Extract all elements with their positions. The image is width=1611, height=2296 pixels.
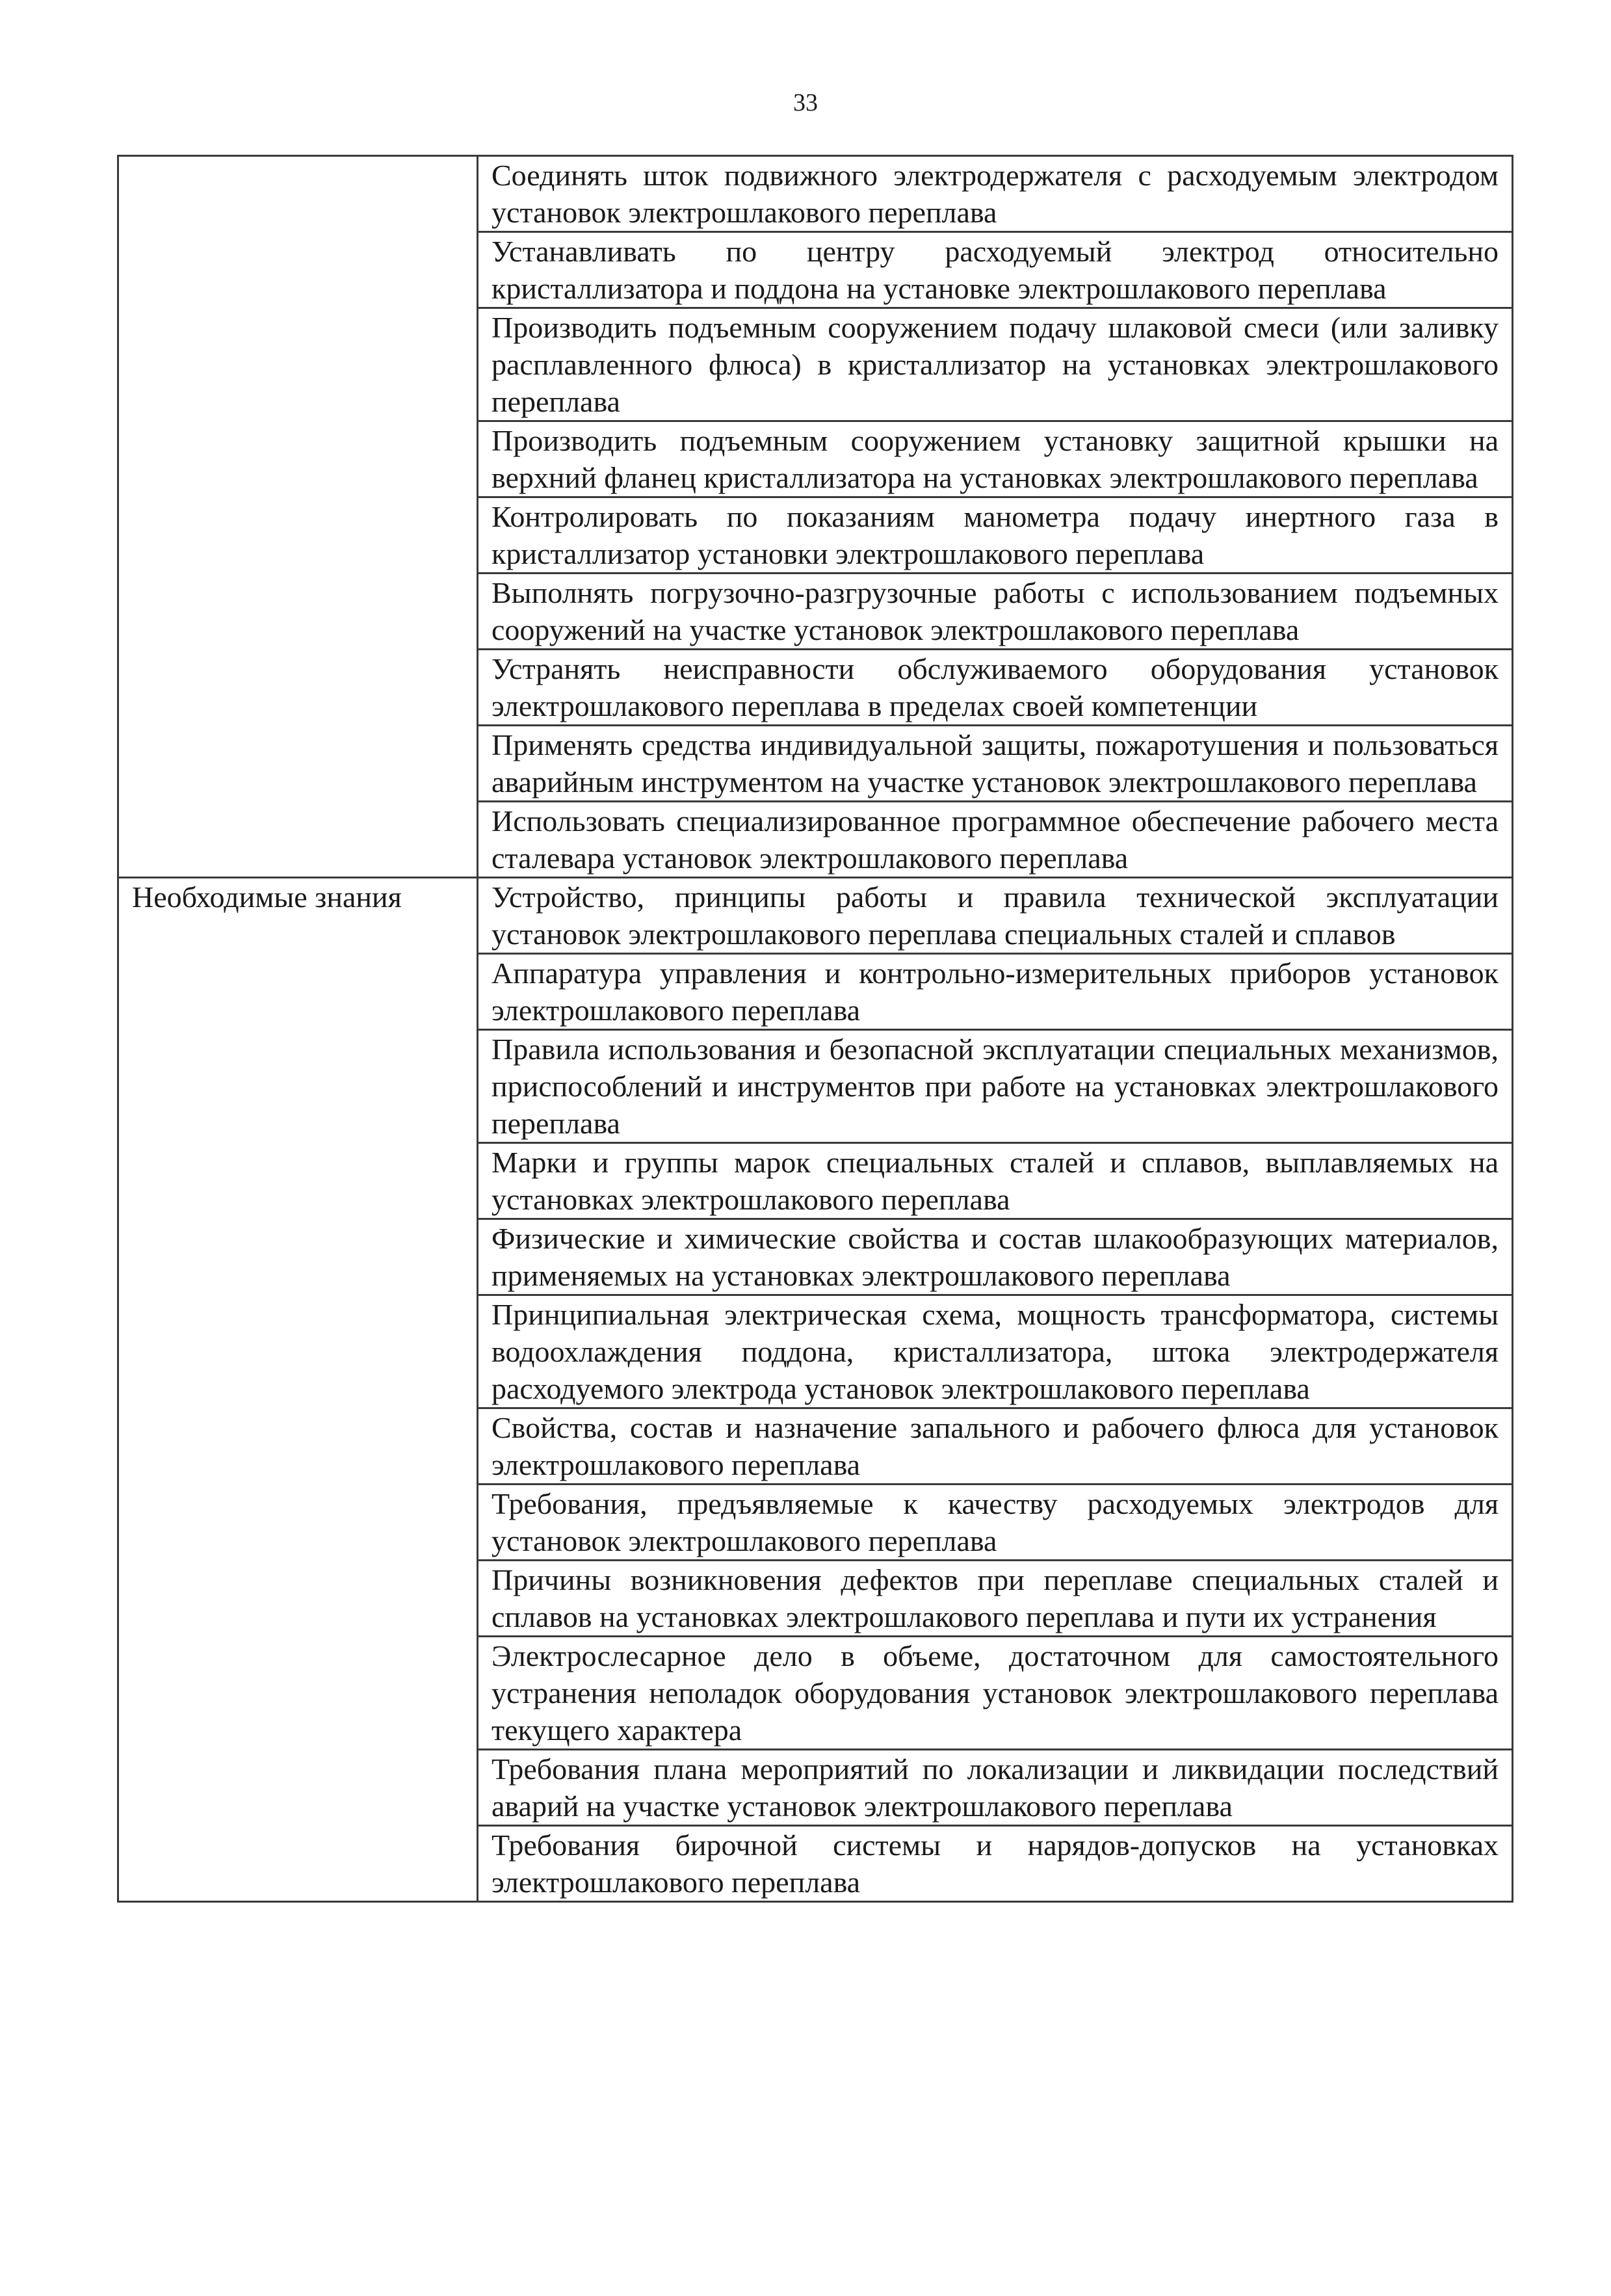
table-cell-text: Использовать специализированное программное обеспечение рабочего места сталевара установок электрошлакового переплава — [478, 802, 1513, 878]
table-cell-text: Соединять шток подвижного электродержателя с расходуемым электродом установок электрошлакового переплава — [478, 156, 1513, 232]
table-row — [118, 156, 1513, 232]
table-cell-text: Аппаратура управления и контрольно-измерительных приборов установок электрошлакового переплава — [478, 954, 1513, 1030]
table-cell-text: Свойства, состав и назначение запального и рабочего флюса для установок электрошлакового переплава — [478, 1408, 1513, 1484]
table-cell-text: Требования плана мероприятий по локализации и ликвидации последствий аварий на участке установок электрошлакового переплава — [478, 1750, 1513, 1826]
table-cell-text: Электрослесарное дело в объеме, достаточном для самостоятельного устранения неполадок оборудования установок электрошлакового переплава текущего характера — [478, 1637, 1513, 1750]
table-cell-text: Физические и химические свойства и состав шлакообразующих материалов, применяемых на установках электрошлакового переплава — [478, 1219, 1513, 1295]
table-cell-text: Устанавливать по центру расходуемый электрод относительно кристаллизатора и поддона на установке электрошлакового переплава — [478, 232, 1513, 308]
table-cell-text: Применять средства индивидуальной защиты, пожаротушения и пользоваться аварийным инструментом на участке установок электрошлакового переплава — [478, 726, 1513, 802]
page-number: 33 — [793, 89, 818, 116]
table-cell-text: Правила использования и безопасной эксплуатации специальных механизмов, приспособлений и инструментов при работе на установках электрошлакового переплава — [478, 1030, 1513, 1143]
table-cell-text: Марки и группы марок специальных сталей и сплавов, выплавляемых на установках электрошлакового переплава — [478, 1143, 1513, 1219]
table-cell-text: Производить подъемным сооружением подачу шлаковой смеси (или заливку расплавленного флюса) в кристаллизатор на установках электрошлакового переплава — [478, 308, 1513, 421]
table-cell-text: Выполнять погрузочно-разгрузочные работы с использованием подъемных сооружений на участке установок электрошлакового переплава — [478, 574, 1513, 650]
table-cell-text: Требования, предъявляемые к качеству расходуемых электродов для установок электрошлакового переплава — [478, 1484, 1513, 1561]
table-cell-text: Требования бирочной системы и нарядов-допусков на установках электрошлакового переплава — [478, 1826, 1513, 1902]
requirements-table — [117, 155, 1513, 1903]
table-cell-text: Устройство, принципы работы и правила технической эксплуатации установок электрошлакового переплава специальных сталей и сплавов — [478, 878, 1513, 954]
table-cell-text: Принципиальная электрическая схема, мощность трансформатора, системы водоохлаждения поддона, кристаллизатора, штока электродержателя расходуемого электрода установок электрошлакового переплава — [478, 1295, 1513, 1408]
table-cell-label — [118, 156, 478, 878]
table-cell-text: Производить подъемным сооружением установку защитной крышки на верхний фланец кристаллизатора на установках электрошлакового переплава — [478, 421, 1513, 497]
table-cell-text: Причины возникновения дефектов при переплаве специальных сталей и сплавов на установках электрошлакового переплава и пути их устранения — [478, 1561, 1513, 1637]
section-label-required-knowledge: Необходимые знания — [118, 878, 478, 1902]
table-cell-text: Устранять неисправности обслуживаемого оборудования установок электрошлакового переплава в пределах своей компетенции — [478, 650, 1513, 726]
table-cell-text: Контролировать по показаниям манометра подачу инертного газа в кристаллизатор установки электрошлакового переплава — [478, 497, 1513, 574]
table-row — [118, 878, 1513, 954]
